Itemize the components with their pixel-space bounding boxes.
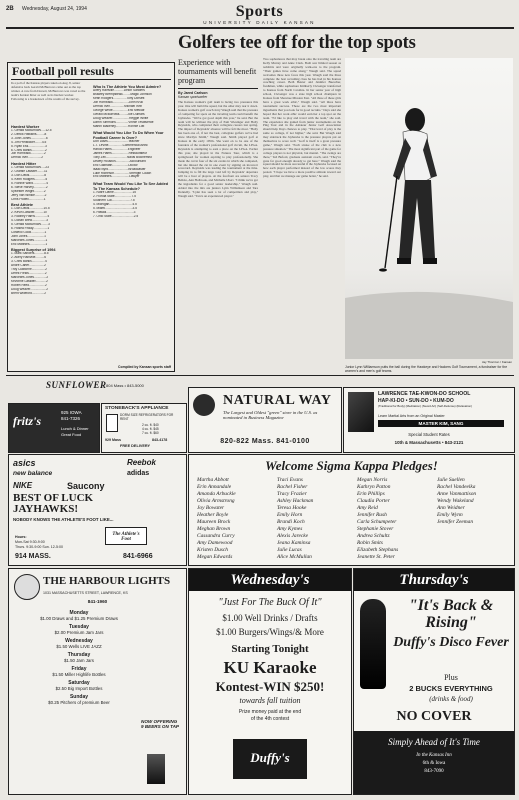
golfer-figure [345, 58, 513, 359]
poll-item: Jerry Van Winkle...........2 [11, 193, 47, 197]
harbour-now: NOW OFFERING 9 BEERS ON TAP [141, 719, 179, 730]
thursday-footer [354, 731, 514, 794]
stoneback-rate-1: 2 cu. ft. $40 [142, 423, 159, 427]
poll-question: What Team Would You Like To See Added To The Kansas Schedule? [93, 182, 169, 191]
poll-item: Kevonne Lassiter............2 [11, 279, 48, 283]
special-deal: $0.25 Pitchers of premium Beer [48, 700, 110, 705]
article-byline-role: Kansan sportswriter [178, 95, 208, 99]
poll-item: 1. Gerald McBurrows.....23 [11, 166, 49, 170]
ads-top-rule [6, 375, 514, 376]
pledge-name: Megan Norris [357, 477, 388, 483]
poll-intro: In a poll of the Kansas players taken on Aug. 8, senior defensive back Gerald McBurrows came out as the top winner. A vote from Dorsett, McBurrows was voted as the team's hardest hitter as well as its hardest worker. Following is a breakdown of the results of the survey. [11, 81, 86, 101]
sunflower-ad [46, 380, 186, 400]
pledge-name: Teresa Hooke [277, 505, 307, 511]
poll-item: Derek Fields..................2 [11, 272, 47, 275]
photo-credit: Jay Thornton / Kansan [481, 360, 512, 364]
page-date: Wednesday, August 24, 1994 [22, 6, 87, 12]
pledge-name: Julie Lucas [277, 547, 302, 553]
natural-way-name: NATURAL WAY [223, 393, 332, 408]
wednesday-line-8: Prize money paid at the end [238, 709, 302, 715]
pledge-name: Emily Wynn [437, 512, 463, 518]
poll-answer: Avery Rainville...........Deion Sanders [93, 89, 145, 93]
pledge-name: Meghan Brown [197, 526, 231, 532]
natural-way-tag: The Largest and Oldest "green" store in the U.S. as nominated in Business Magazine [223, 410, 318, 421]
fritz-address: 925 IOWA [61, 410, 82, 415]
poll-answer: Dewey Houston................Accountant [93, 159, 146, 163]
harbour-address: 1031 MASSACHUSETTS STREET, LAWRENCE, KS [43, 591, 128, 595]
wednesday-line-3: $1.00 Burgers/Wings/& More [216, 627, 324, 637]
thursday-line-3: Plus [444, 673, 458, 682]
header-rule [6, 27, 514, 29]
athletes-foot-logo-box [105, 527, 147, 545]
pledge-name: Heather Boyle [197, 512, 229, 518]
beer-tap-icon [147, 754, 165, 784]
special-deal: $1.50 Miller Highlife Bottles [52, 672, 106, 677]
wednesday-line-6: Kontest-WIN $250! [215, 679, 325, 694]
poll-item: Derrick Irvin...............2 [11, 156, 44, 160]
stoneback-name: STONEBACK'S APPLIANCE [105, 406, 169, 411]
paper-name: UNIVERSITY DAILY KANSAN [203, 20, 316, 25]
special-deal: $2.00 Premium Jam Jars [54, 630, 104, 635]
poll-item: 1. Mark Sanders...........8.5 [11, 252, 49, 256]
special-day: Tuesday [69, 624, 89, 630]
pledge-name: Maureen Brock [197, 519, 231, 525]
taekwondo-note: (Traditional for Body) (Meditation) (Sword Art) (Self-Defense) (Relaxation) [378, 404, 473, 408]
harbour-lights-ad [8, 568, 187, 795]
poll-answer: 7. Ohio State.........................2.5 [93, 214, 139, 218]
pledge-name: Rachel Fisher [277, 484, 308, 490]
special-deal: $1.00 Draws and $1.25 Premium Draws [40, 616, 118, 621]
poll-item: 1. Don Davis................10.5 [11, 207, 50, 211]
poll-right-col [93, 82, 171, 219]
athletes-foot-tagline: NOBODY KNOWS THE ATHLETE'S FOOT LIKE... [13, 517, 114, 522]
photo-caption: Junior Lynn Williamson putts the ball during the Hawkeye and Hackers Golf Tournament, a fundraiser for the women's and men's golf teams. [345, 365, 508, 373]
poll-title-rule [11, 79, 171, 80]
poll-answer: Eric Galbraith..................Doctor [93, 163, 138, 167]
special-day: Monday [69, 610, 89, 616]
poll-answer: 4. Michigan..........................4.5 [93, 202, 137, 206]
deck-rule [178, 88, 258, 89]
martial-artist-icon [348, 392, 374, 432]
natural-way-ad [188, 387, 342, 453]
poll-item: 2. Grantie Lassiter........11 [11, 170, 48, 174]
pledge-name: Erin Annandale [197, 484, 232, 490]
brand-reebok: Reebok [127, 458, 156, 467]
pledge-name: Jennifer Zeeman [437, 519, 474, 525]
poll-item: 3. Don Davis.................8 [11, 174, 47, 178]
fritz-line2: Great Food [61, 432, 82, 437]
pledge-name: Anne Vanmattison [437, 491, 477, 497]
pledge-name: Jeana Kaminsa [277, 540, 311, 546]
poll-item: Eric Matthies..................1 [11, 242, 48, 246]
poll-item: 2. Avery Rainville..........6 [11, 256, 47, 260]
wednesday-title: Wednesday's [189, 569, 351, 591]
special-deal: $1.50 Jam Jars [63, 658, 95, 663]
stoneback-rate-2: 4 cu. ft. $45 [142, 427, 159, 431]
taekwondo-rates: Special Student Rates [408, 432, 450, 437]
wednesday-line-1: "Just For The Buck Of It" [218, 597, 322, 608]
poll-answer: George White.................Eric Metcalf [93, 108, 145, 112]
section-title: Sports [235, 3, 284, 20]
poll-answer: Derrick Irvin................Michael Irvin [93, 105, 143, 109]
pledge-name: Claudia Porter [357, 498, 390, 504]
pledge-name: Erin Phillips [357, 491, 385, 497]
wednesday-line-4: Starting Tonight [231, 643, 309, 655]
pledge-name: Alexis Jarecke [277, 533, 309, 539]
article-col-1: The Kansas women's golf team is facing two pressures this year. One will build the squad, but the other may tear it down. Kansas women's golf coach Jerry Waugh said that the pressure of competing for spots on the traveling team could benefit the Jayhawks. "We've got good depth this year," he said. But the team will be without the play of Pam Wiesinger and Holly Reynolds, who completed their collegiate careers last spring. The impact of Reynolds' absence will be felt the most. "Holly has been one of, if not the best, collegiate golfers we've had since Marilyn Smith," Waugh said. Smith played golf at Kansas in the early 1950s. She went on to be one of the founders of the women's professional golf circuit, the LPGA. Reynolds is attempting to earn a place on the LPGA. Earlier this year, she played in the Futures Tour, which is a springboard for women aspiring to play professionally. She made the cut in four of the six events in which she competed, but she missed the cut in one event by signing an incorrect scorecard. Reynolds was leading the tournament at the time. Jumping in to fill the large void left by Reynolds' departure will be a host of players. At the forefront are seniors Tracy Belisle, Ann Holbrook, and Michelle Ubert. "I think we've got the ingredients for a good senior leadership," Waugh said. Added into the mix are juniors Lynn Williamson and Tara Donnelly. "Lynn has seen a lot of competition and play," Waugh said. "Tara's an experienced player." [178, 101, 258, 198]
pledge-name: Cassandra Curry [197, 533, 235, 539]
pledge-column [197, 477, 275, 561]
article-col-2: Two sophomores that may break onto the traveling team are Kelly Murray and Anne Clark. Both saw limited season as redshirts and were originally walk-ons to the program. "Their games have come along," Waugh said. The squad welcomes three new faces this year. Waugh said the three complete the best recruiting class he has had in his Kansas coaching career. Beth Beuter and Jennifer Buescher, freshmen, while sophomore Kimberly Clevenger transferred to Kansas from North Carolina. In her senior year of high school, Clevenger was a state high school champion in Kansas from Shawnee Mission East. "All three of these girls have a great work ethic," Waugh said. "All three have tournament success. Those are the two most important ingredients that you look for in good recruits." Days said she hoped that her work ethic would earn her a top spot on the team. "I'd like to play and travel with the team," she said. The experience she gained from junior tournaments on the Ping Tour and in the Amateur Junior Golf Association should help Days chances to play. "That level of play is the same as college, if not higher," she said. But Waugh said may sidetrack the Jayhawks is the pressure players put on themselves to score well. "Golf is itself is a great pressure game," Waugh said. "Each stroke of the club is a new pressure situation." The most significant part of the game for college players is not physical, but mental. "The swings are there," Ted Buford, graduate assistant coach, said. "They've gone far good enough already to get here." Waugh said the squad should be more successful if the Jayhawks focused on how each player performed instead of the low scores they posted. "I hope we have a more positive attitude toward our play, and that we manage our game better," he said. [263, 58, 341, 179]
athletes-foot-address: 914 MASS. [15, 553, 51, 560]
poll-answer: Isaac Byrd.......................Broadcaster [93, 167, 146, 171]
pledge-name: Andrea Schultz [357, 533, 390, 539]
lighthouse-icon [14, 574, 40, 600]
poll-item: Robert Reed..................2 [11, 283, 47, 287]
poll-question: What Would You Like To Do When Your Football Career Is Over? [93, 131, 164, 140]
poll-item: 6. Steve Harvey..............2 [11, 185, 48, 189]
pledge-name: Amy Kymes [277, 526, 303, 532]
wednesday-line-5: KU Karaoke [223, 658, 317, 677]
duffys-logo: Duffy's [250, 750, 290, 765]
athletes-foot-ad [8, 454, 187, 566]
special-day: Sunday [69, 694, 89, 700]
thursday-line-10: 843-7090 [424, 769, 444, 774]
pledge-name: Jennifer Rush [357, 512, 387, 518]
special-day: Friday [71, 666, 87, 672]
stoneback-address: 929 Mass [105, 438, 121, 442]
natural-way-phone: 820-822 Mass. 841-0100 [220, 438, 310, 445]
fritz-logo: fritz's [13, 414, 42, 428]
stoneback-rate-3: 7 cu. ft. $60 [142, 431, 159, 435]
pledge-name: Kathryn Patton [357, 484, 391, 490]
poll-item: Brent Willeford..............2 [11, 291, 47, 295]
poll-item: 5. Ryan Ess...................3 [11, 144, 47, 148]
poll-item: Costello Good...............1 [11, 230, 47, 234]
poll-item: 3. Chris Banks...............4 [11, 260, 47, 264]
sigma-kappa-title: Welcome Sigma Kappa Pledges! [265, 458, 438, 473]
thursday-line-2: Duffy's Disco Fever [393, 635, 509, 650]
poll-item: John Jones...................1 [11, 234, 46, 238]
pledge-name: Alice McMullan [277, 554, 312, 560]
poll-answer: Southern Cal.....................7.5 [93, 198, 135, 202]
stoneback-ad [101, 403, 187, 453]
sunflower-phone: 804 Mass • 843-5000 [106, 383, 144, 388]
pledge-column [437, 477, 515, 526]
poll-item: Jon Hornback...............2 [11, 152, 46, 156]
stoneback-delivery: FREE DELIVERY [120, 444, 151, 448]
sigma-kappa-ad [188, 454, 515, 566]
brand-new-balance: new balance [13, 470, 53, 477]
poll-item: Troy Claiborne...............2 [11, 268, 47, 272]
fritz-phone: 841-7326 [61, 416, 81, 421]
taekwondo-instructor: Learn Martial Arts from an Original Master [378, 414, 445, 418]
poll-item: Marcelles Jones..............2 [11, 275, 49, 279]
poll-answer: Brawley Brempstead.........Magic Johnson [93, 93, 152, 97]
athletes-foot-hours-1: Mon-Sat 9:30-9:00 [15, 540, 45, 544]
brand-adidas: adidas [127, 470, 150, 477]
poll-category-title: Biggest Surprise of 1994 [11, 248, 56, 253]
taekwondo-title: LAWRENCE TAE-KWON-DO SCHOOL [378, 391, 471, 397]
pledge-name: Rachel Vandeelka [437, 484, 476, 490]
athletes-foot-headline: BEST OF LUCK JAYHAWKS! [13, 492, 94, 515]
article-headline: Golfers tee off for the top spots [178, 33, 416, 53]
taekwondo-master: MASTER KIM, SANG [378, 420, 504, 427]
poll-item: Marcelles Jones.............1 [11, 238, 48, 242]
sigma-kappa-names [197, 477, 509, 563]
pledge-name: Olivia Armstrong [197, 498, 235, 504]
wednesday-line-2: $1.00 Well Drinks / Drafts [222, 613, 318, 623]
pledge-name: Carla Schumpeter [357, 519, 397, 525]
special-day: Thursday [67, 652, 91, 658]
poll-answer: L.T. Levine................Commercial Artist [93, 144, 148, 148]
special-deal: $2.50 Big Import Bottles [55, 686, 103, 691]
duffys-logo-box [233, 739, 307, 779]
poll-answer: Luke Richeson.................Strength Coach [93, 171, 152, 175]
poll-item: Sylvester Wright...........2 [11, 189, 46, 193]
fridge-icon [106, 414, 118, 432]
poll-item: 6. Hosea Friday................1 [11, 226, 50, 230]
poll-answer: Gerald McBurrows.........Joe Dumars [93, 112, 145, 116]
thursday-title: Thursday's [354, 569, 514, 591]
poll-item: 4. Jim Pielsticker........4.5 [11, 140, 47, 144]
pledge-name: Amy Damewood [197, 540, 233, 546]
pledge-name: Julie Suellen [437, 477, 465, 483]
sunflower-logo: SUNFLOWER [46, 380, 107, 390]
athletes-foot-phone: 841-6966 [123, 553, 153, 560]
stoneback-sub: DORM SIZE REFRIGERATORS FOR RENT [120, 413, 174, 421]
special-deal: $1.50 Wells LIVE JAZZ [56, 644, 102, 649]
poll-item: 4. Keith Rodgers............5 [11, 177, 48, 181]
harbour-title: THE HARBOUR LIGHTS [43, 575, 171, 587]
poll-item: 3. Rodney Harris..............4 [11, 215, 50, 219]
poll-item: 2. Derick Hawkins.........8 [11, 132, 47, 136]
pledge-name: Wendy Wakeland [437, 498, 474, 504]
poll-item: 3. John Jones.................6 [11, 136, 48, 140]
special-day: Saturday [68, 680, 90, 686]
pledge-name: Amy Reid [357, 505, 378, 511]
page-number: 2B [6, 6, 14, 12]
thursday-line-4: 2 BUCKS EVERYTHING [409, 684, 493, 693]
poll-answer: 1. Notre Dame.....................15 [93, 191, 136, 195]
pledge-name: Emily Horn [277, 512, 303, 518]
poll-box [7, 62, 175, 372]
pledge-name: Joy Bowater [197, 505, 225, 511]
taekwondo-ad [343, 387, 515, 453]
pledge-name: Amanda Arbuckle [197, 491, 236, 497]
poll-title: Football poll results [12, 64, 114, 78]
wednesday-ad [188, 568, 352, 795]
poll-answer: Jon Hornback..................John Kruk [93, 101, 143, 105]
pledge-name: Traci Evans [277, 477, 303, 483]
poll-answer: 2. Florida State...................7.5 [93, 195, 136, 199]
pledge-name: Ashley Hackman [277, 498, 314, 504]
pledge-column [277, 477, 355, 561]
thursday-line-7: Simply Ahead of It's Time [388, 737, 480, 747]
poll-category-title: Hardest Worker [11, 125, 40, 129]
taekwondo-sub: HAP-KI-DO • SUN-DO • KUM-DO [378, 398, 454, 404]
thursday-line-8: In the Kansas Inn [416, 753, 452, 758]
poll-answer: James Harris...................Restaurateur [93, 152, 148, 155]
thursday-line-6: NO COVER [396, 709, 472, 724]
fritz-line1: Lunch & Dinner [61, 426, 89, 431]
poll-item: 1. Gerald McBurrows.....12.5 [11, 129, 52, 132]
golfer-photo [345, 58, 513, 359]
thursday-ad [353, 568, 515, 795]
poll-item: 5. Ronnie Ward...............4 [11, 181, 49, 185]
athletes-foot-hours-2: Thurs. 9:30-9:00 Sun. 12-5:00 [15, 545, 63, 549]
taekwondo-address: 10th & Massachusetts • 843-2121 [394, 440, 464, 445]
brand-saucony: Saucony [67, 481, 105, 491]
poll-category-title: Hardest Hitter [11, 162, 37, 167]
poll-answer: 5. Miami...............................3.5 [93, 206, 137, 210]
athletes-foot-hours-label: Hours: [15, 535, 27, 539]
stoneback-phone: 843-4178 [152, 438, 168, 442]
pledge-name: Megan Edwards [197, 554, 233, 560]
poll-answer: Don Davis.......................Teacher [93, 140, 140, 144]
poll-item: Andre Carter.................2 [11, 264, 46, 268]
fritz-ad [8, 403, 100, 453]
pledge-name: Kristen Dusch [197, 547, 228, 553]
wednesday-line-9: of the 4th contest [250, 716, 290, 722]
poll-answer: Keith Rodgers...............Tony Dorsett [93, 97, 145, 101]
thursday-line-1: "It's Back & Rising" [408, 597, 494, 631]
poll-answer: Doug Weaver...................Reggie White [93, 116, 149, 120]
thursday-line-9: 6th & Iowa [422, 761, 446, 766]
poll-answer: Harold Harris..................Engineer [93, 148, 141, 152]
pledge-name: Robin Smits [357, 540, 383, 546]
brand-asics: asics [13, 458, 36, 468]
poll-category-title: Best Athlete [11, 203, 34, 208]
poll-item: 6. Chris Banks...............2 [11, 148, 47, 152]
leaf-icon [193, 394, 215, 416]
pledge-name: Stephanie Stover [357, 526, 394, 532]
poll-credit: Compiled by Kansan sports staff [118, 365, 171, 369]
athletes-foot-logo: The Athlete's Foot [112, 532, 140, 542]
brand-nike: NIKE [13, 481, 33, 490]
poll-question: Who Is The Athlete You Most Admire? [93, 85, 162, 89]
poll-item: 5. Gerald McBurrows........3 [11, 223, 50, 227]
pledge-name: Brandi Koch [277, 519, 305, 525]
thursday-line-5: (drinks & food) [429, 695, 473, 703]
poll-answer: 6. Hawaii...............................3 [93, 210, 136, 214]
poll-answer: Darrin Simmons..............Vinnie Testaverde [93, 120, 154, 124]
pledge-name: Martha Abbott [197, 477, 229, 483]
special-day: Wednesday [65, 638, 93, 644]
article-deck: Experience with tournaments will benefit program [178, 58, 257, 85]
harbour-phone: 841-1960 [87, 599, 108, 604]
poll-answer: Martin Blakeney..............Ronnie Lott [93, 124, 145, 128]
poll-answer: Tony Zell........................Naval Biochemist [93, 155, 152, 159]
pledge-column [357, 477, 435, 561]
article-byline: By Jared Carlson [178, 91, 208, 95]
poll-item: Chris Powell.................1 [11, 197, 46, 201]
dancer-icon [360, 599, 386, 689]
poll-left-col [11, 123, 89, 295]
poll-answer: Eric Matthies....................Lawyer [93, 175, 140, 179]
pledge-name: Jeanette St. Peter [357, 554, 395, 560]
poll-item: Doug Weaver..................2 [11, 287, 48, 291]
pledge-name: Ann Weidner [437, 505, 465, 511]
pledge-name: Elizabeth Stephans [357, 547, 399, 553]
poll-item: 2. Kevin Lassiter..........10 [11, 211, 47, 215]
pledge-name: Tracy Frazier [277, 491, 307, 497]
poll-item: 4. Dorian Brew................3 [11, 219, 48, 223]
harbour-specials [19, 607, 139, 705]
wednesday-line-7: towards fall tuition [239, 696, 301, 705]
